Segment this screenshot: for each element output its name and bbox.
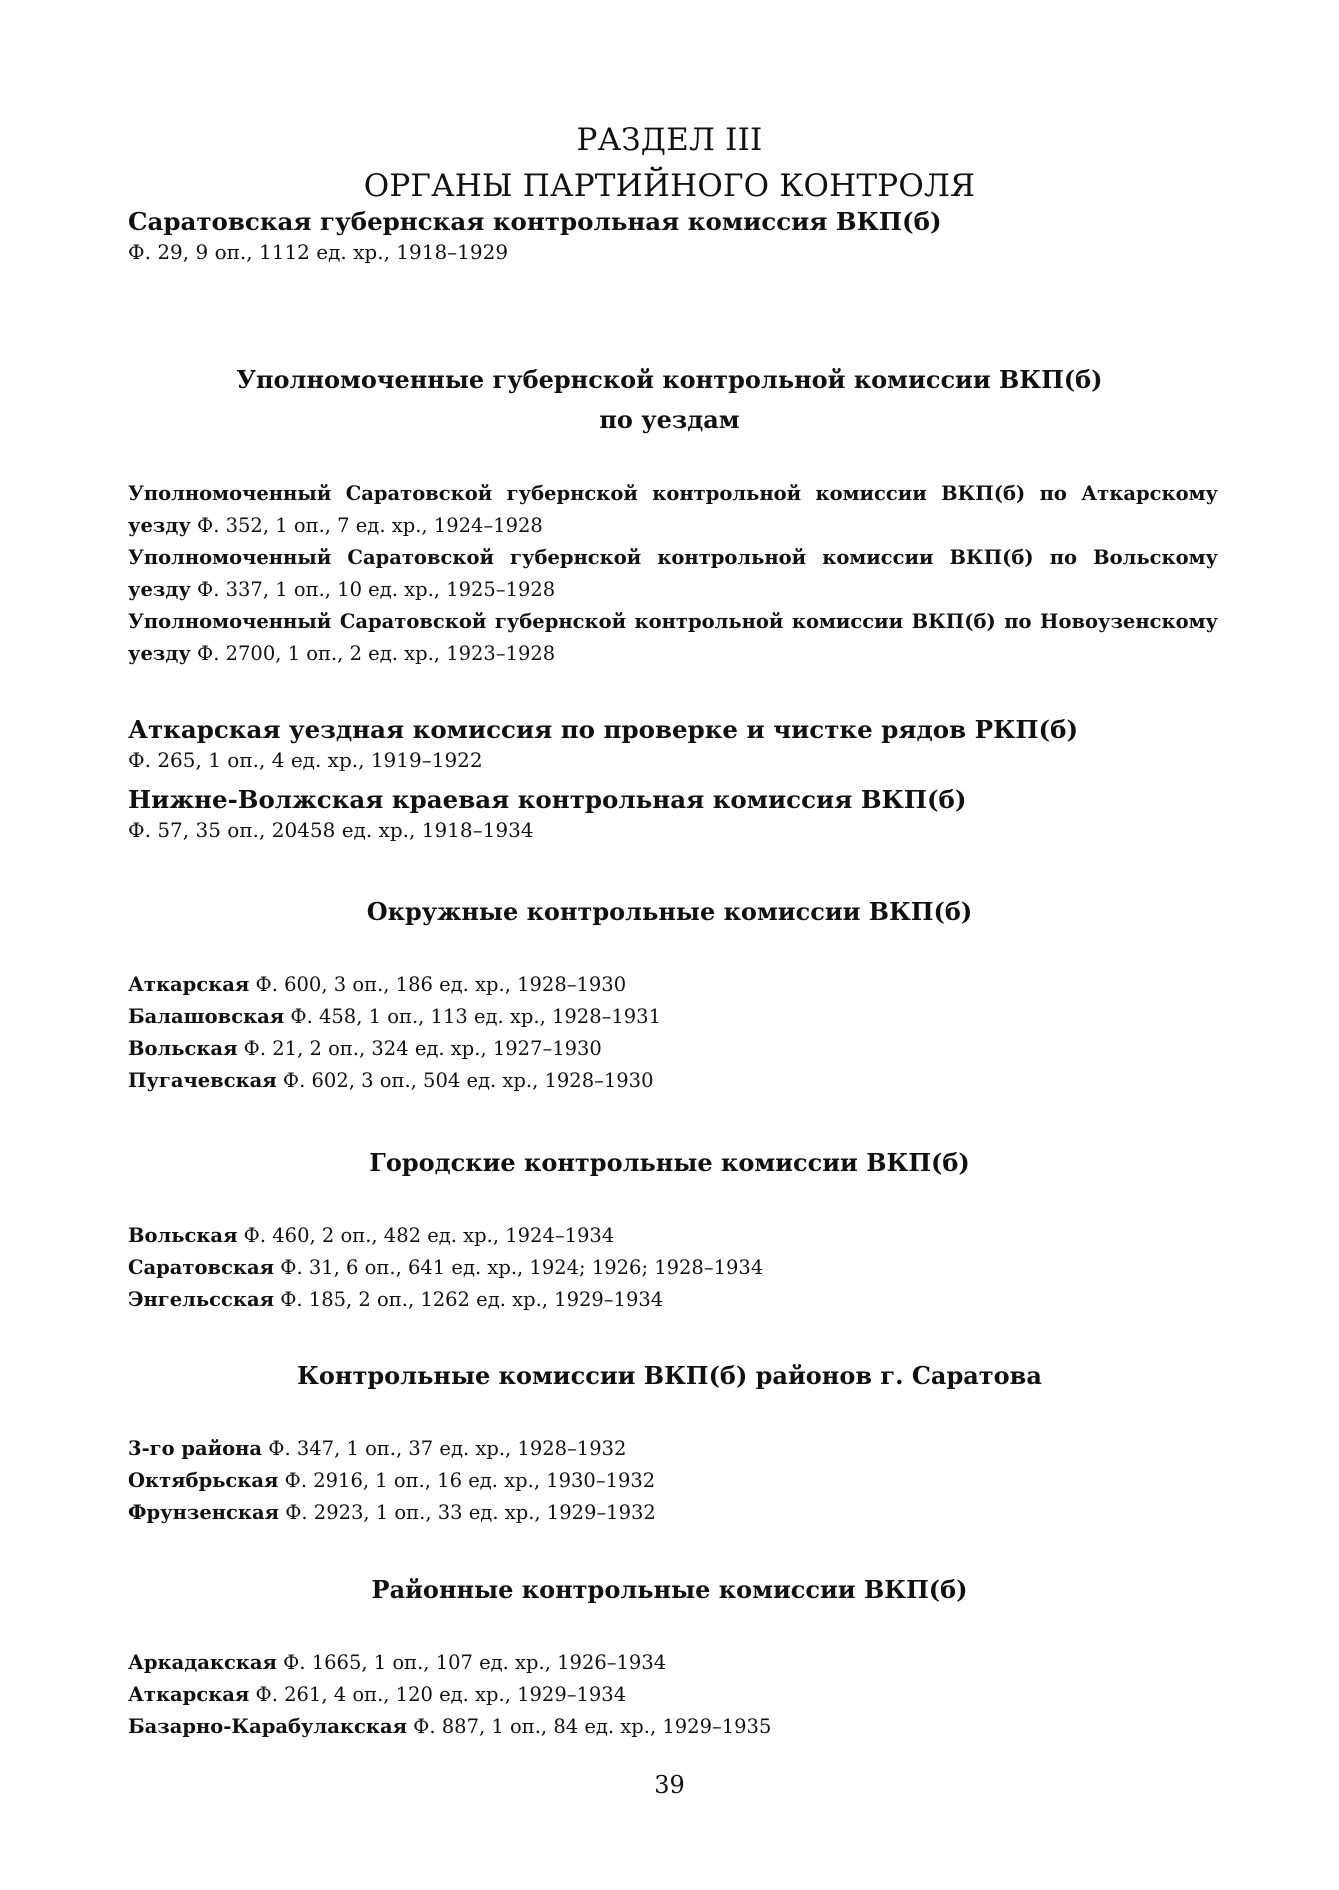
fond-meta: Ф. 265, 1 оп., 4 ед. хр., 1919–1922 xyxy=(128,748,483,772)
entry-details: Ф. 21, 2 оп., 324 ед. хр., 1927–1930 xyxy=(237,1037,602,1060)
section-title xyxy=(0,117,1339,209)
fond-meta: Ф. 29, 9 оп., 1112 ед. хр., 1918–1929 xyxy=(128,240,509,264)
entry-details: Ф. 31, 6 оп., 641 ед. хр., 1924; 1926; 1928–1934 xyxy=(274,1256,764,1279)
group-title-city: Городские контрольные комиссии ВКП(б) xyxy=(369,1148,970,1177)
list-item xyxy=(128,1465,1218,1497)
entry-details: Ф. 347, 1 оп., 37 ед. хр., 1928–1932 xyxy=(262,1437,627,1460)
entry-details: Ф. 887, 1 оп., 84 ед. хр., 1929–1935 xyxy=(406,1715,772,1738)
fond-gubernia-commission xyxy=(128,206,1218,266)
fond-atkarsk-purge-commission xyxy=(128,714,1218,774)
list-item xyxy=(128,478,1218,542)
entry-details: Ф. 2923, 1 оп., 33 ед. хр., 1929–1932 xyxy=(279,1501,656,1524)
entry-details: Ф. 337, 1 оп., 10 ед. хр., 1925–1928 xyxy=(190,578,556,601)
entry-details: Ф. 352, 1 оп., 7 ед. хр., 1924–1928 xyxy=(190,514,543,537)
section-title-line-2: ОРГАНЫ ПАРТИЙНОГО КОНТРОЛЯ xyxy=(363,168,976,204)
list-item xyxy=(128,1647,1218,1679)
fond-title: Нижне-Волжская краевая контрольная комиссия ВКП(б) xyxy=(128,785,967,814)
list-item xyxy=(128,606,1218,670)
list-item xyxy=(128,1433,1218,1465)
entry-name: Фрунзенская xyxy=(128,1501,280,1524)
page-number: 39 xyxy=(654,1771,685,1799)
fond-title: Саратовская губернская контрольная комиссия ВКП(б) xyxy=(128,207,942,236)
entry-name: Уполномоченный Саратовской губернской контрольной комиссии ВКП(б) по Новоузенскому уезду xyxy=(128,610,1218,665)
group-entries-city xyxy=(128,1220,1218,1316)
entry-name: Аткарская xyxy=(128,973,250,996)
fond-nizhne-volzhsk-commission xyxy=(128,784,1218,844)
entry-details: Ф. 600, 3 оп., 186 ед. хр., 1928–1930 xyxy=(249,973,627,996)
group-entries-okrug xyxy=(128,969,1218,1097)
list-item xyxy=(128,1679,1218,1711)
fond-title: Аткарская уездная комиссия по проверке и чистке рядов РКП(б) xyxy=(128,715,1079,744)
entry-details: Ф. 1665, 1 оп., 107 ед. хр., 1926–1934 xyxy=(276,1651,667,1674)
entry-name: Энгельсская xyxy=(128,1288,274,1311)
entry-name: Базарно-Карабулакская xyxy=(128,1715,407,1738)
entry-name: Уполномоченный Саратовской губернской контрольной комиссии ВКП(б) по Вольскому уезду xyxy=(128,546,1218,601)
entry-name: Вольская xyxy=(128,1037,238,1060)
entry-name: Уполномоченный Саратовской губернской контрольной комиссии ВКП(б) по Аткарскому уезду xyxy=(128,482,1218,537)
list-item xyxy=(128,969,1218,1001)
section-title-line-1: РАЗДЕЛ III xyxy=(576,122,763,158)
entry-name: Саратовская xyxy=(128,1256,275,1279)
entry-details: Ф. 458, 1 оп., 113 ед. хр., 1928–1931 xyxy=(284,1005,661,1028)
group-title-okrug: Окружные контрольные комиссии ВКП(б) xyxy=(366,897,973,926)
entry-details: Ф. 185, 2 оп., 1262 ед. хр., 1929–1934 xyxy=(274,1288,664,1311)
group-entries-rayon xyxy=(128,1647,1218,1743)
list-item xyxy=(128,1033,1218,1065)
fond-meta: Ф. 57, 35 оп., 20458 ед. хр., 1918–1934 xyxy=(128,818,534,842)
list-item xyxy=(128,1001,1218,1033)
entry-name: Аркадакская xyxy=(128,1651,277,1674)
list-item xyxy=(128,542,1218,606)
group-title-uezd-line-1: Уполномоченные губернской контрольной комиссии ВКП(б) xyxy=(236,365,1103,394)
group-title-saratov-districts: Контрольные комиссии ВКП(б) районов г. Саратова xyxy=(297,1361,1042,1390)
entry-details: Ф. 2700, 1 оп., 2 ед. хр., 1923–1928 xyxy=(190,642,556,665)
entry-name: Вольская xyxy=(128,1224,238,1247)
list-item xyxy=(128,1497,1218,1529)
entry-name: Аткарская xyxy=(128,1683,250,1706)
group-entries-saratov-districts xyxy=(128,1433,1218,1529)
entry-name: 3-го района xyxy=(128,1437,263,1460)
entry-name: Балашовская xyxy=(128,1005,285,1028)
entry-name: Пугачевская xyxy=(128,1069,277,1092)
entry-details: Ф. 261, 4 оп., 120 ед. хр., 1929–1934 xyxy=(249,1683,627,1706)
group-entries-uezd xyxy=(128,478,1218,670)
group-title-uezd-line-2: по уездам xyxy=(599,405,740,434)
list-item xyxy=(128,1252,1218,1284)
entry-details: Ф. 2916, 1 оп., 16 ед. хр., 1930–1932 xyxy=(278,1469,656,1492)
entry-name: Октябрьская xyxy=(128,1469,279,1492)
entry-details: Ф. 602, 3 оп., 504 ед. хр., 1928–1930 xyxy=(276,1069,654,1092)
list-item xyxy=(128,1284,1218,1316)
list-item xyxy=(128,1065,1218,1097)
entry-details: Ф. 460, 2 оп., 482 ед. хр., 1924–1934 xyxy=(237,1224,615,1247)
list-item xyxy=(128,1220,1218,1252)
list-item xyxy=(128,1711,1218,1743)
group-title-rayon: Районные контрольные комиссии ВКП(б) xyxy=(371,1575,968,1604)
